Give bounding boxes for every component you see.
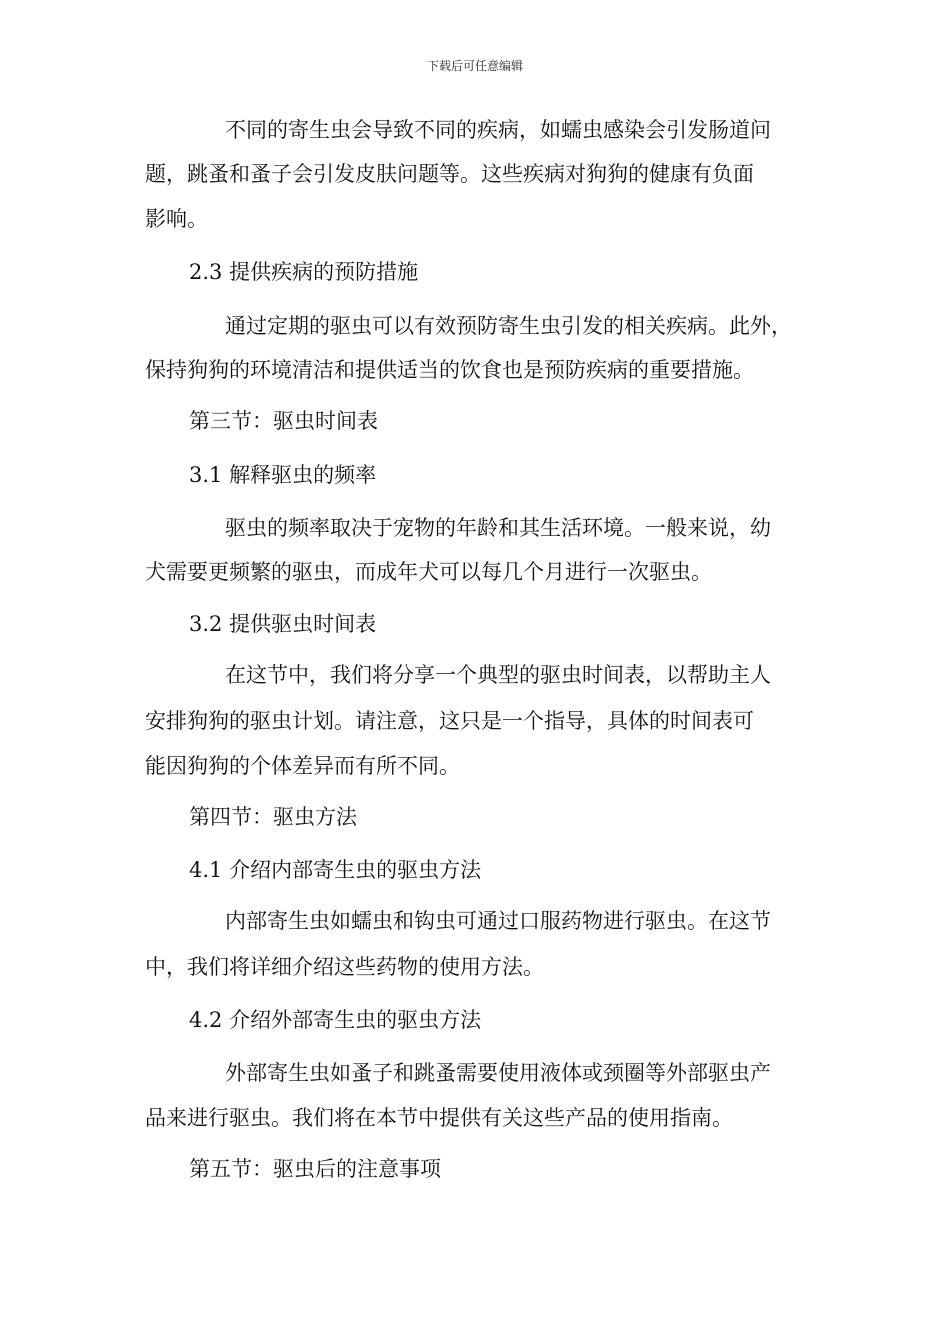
page-header: 下载后可任意编辑 — [426, 59, 523, 73]
para-2-line-2: 保持狗狗的环境清洁和提供适当的饮食也是预防疾病的重要措施。 — [145, 358, 754, 382]
para-1-line-2: 题，跳蚤和蚤子会引发皮肤问题等。这些疾病对狗狗的健康有负面 — [145, 162, 754, 186]
para-4-line-1: 在这节中，我们将分享一个典型的驱虫时间表，以帮助主人 — [225, 663, 771, 687]
heading-4-1: 4.1 介绍内部寄生虫的驱虫方法 — [189, 858, 482, 882]
para-4-line-2: 安排狗狗的驱虫计划。请注意，这只是一个指导，具体的时间表可 — [145, 709, 754, 733]
heading-3-2: 3.2 提供驱虫时间表 — [189, 612, 377, 636]
section-3-title: 第三节：驱虫时间表 — [189, 409, 378, 433]
para-5-line-1: 内部寄生虫如蠕虫和钩虫可通过口服药物进行驱虫。在这节 — [225, 909, 771, 933]
section-4-title: 第四节：驱虫方法 — [189, 805, 357, 829]
para-5-line-2: 中，我们将详细介绍这些药物的使用方法。 — [145, 955, 544, 979]
heading-3-1: 3.1 解释驱虫的频率 — [189, 463, 377, 487]
para-1-line-1: 不同的寄生虫会导致不同的疾病，如蠕虫感染会引发肠道问 — [225, 118, 771, 142]
para-6-line-2: 品来进行驱虫。我们将在本节中提供有关这些产品的使用指南。 — [145, 1106, 733, 1130]
para-6-line-1: 外部寄生虫如蚤子和跳蚤需要使用液体或颈圈等外部驱虫产 — [225, 1061, 771, 1085]
heading-2-3: 2.3 提供疾病的预防措施 — [189, 260, 419, 284]
para-2-line-1: 通过定期的驱虫可以有效预防寄生虫引发的相关疾病。此外， — [225, 314, 792, 338]
para-3-line-2: 犬需要更频繁的驱虫，而成年犬可以每几个月进行一次驱虫。 — [145, 560, 712, 584]
section-5-title: 第五节：驱虫后的注意事项 — [189, 1157, 441, 1181]
para-1-line-3: 影响。 — [145, 207, 208, 231]
heading-4-2: 4.2 介绍外部寄生虫的驱虫方法 — [189, 1008, 482, 1032]
para-4-line-3: 能因狗狗的个体差异而有所不同。 — [145, 754, 460, 778]
para-3-line-1: 驱虫的频率取决于宠物的年龄和其生活环境。一般来说，幼 — [225, 516, 771, 540]
